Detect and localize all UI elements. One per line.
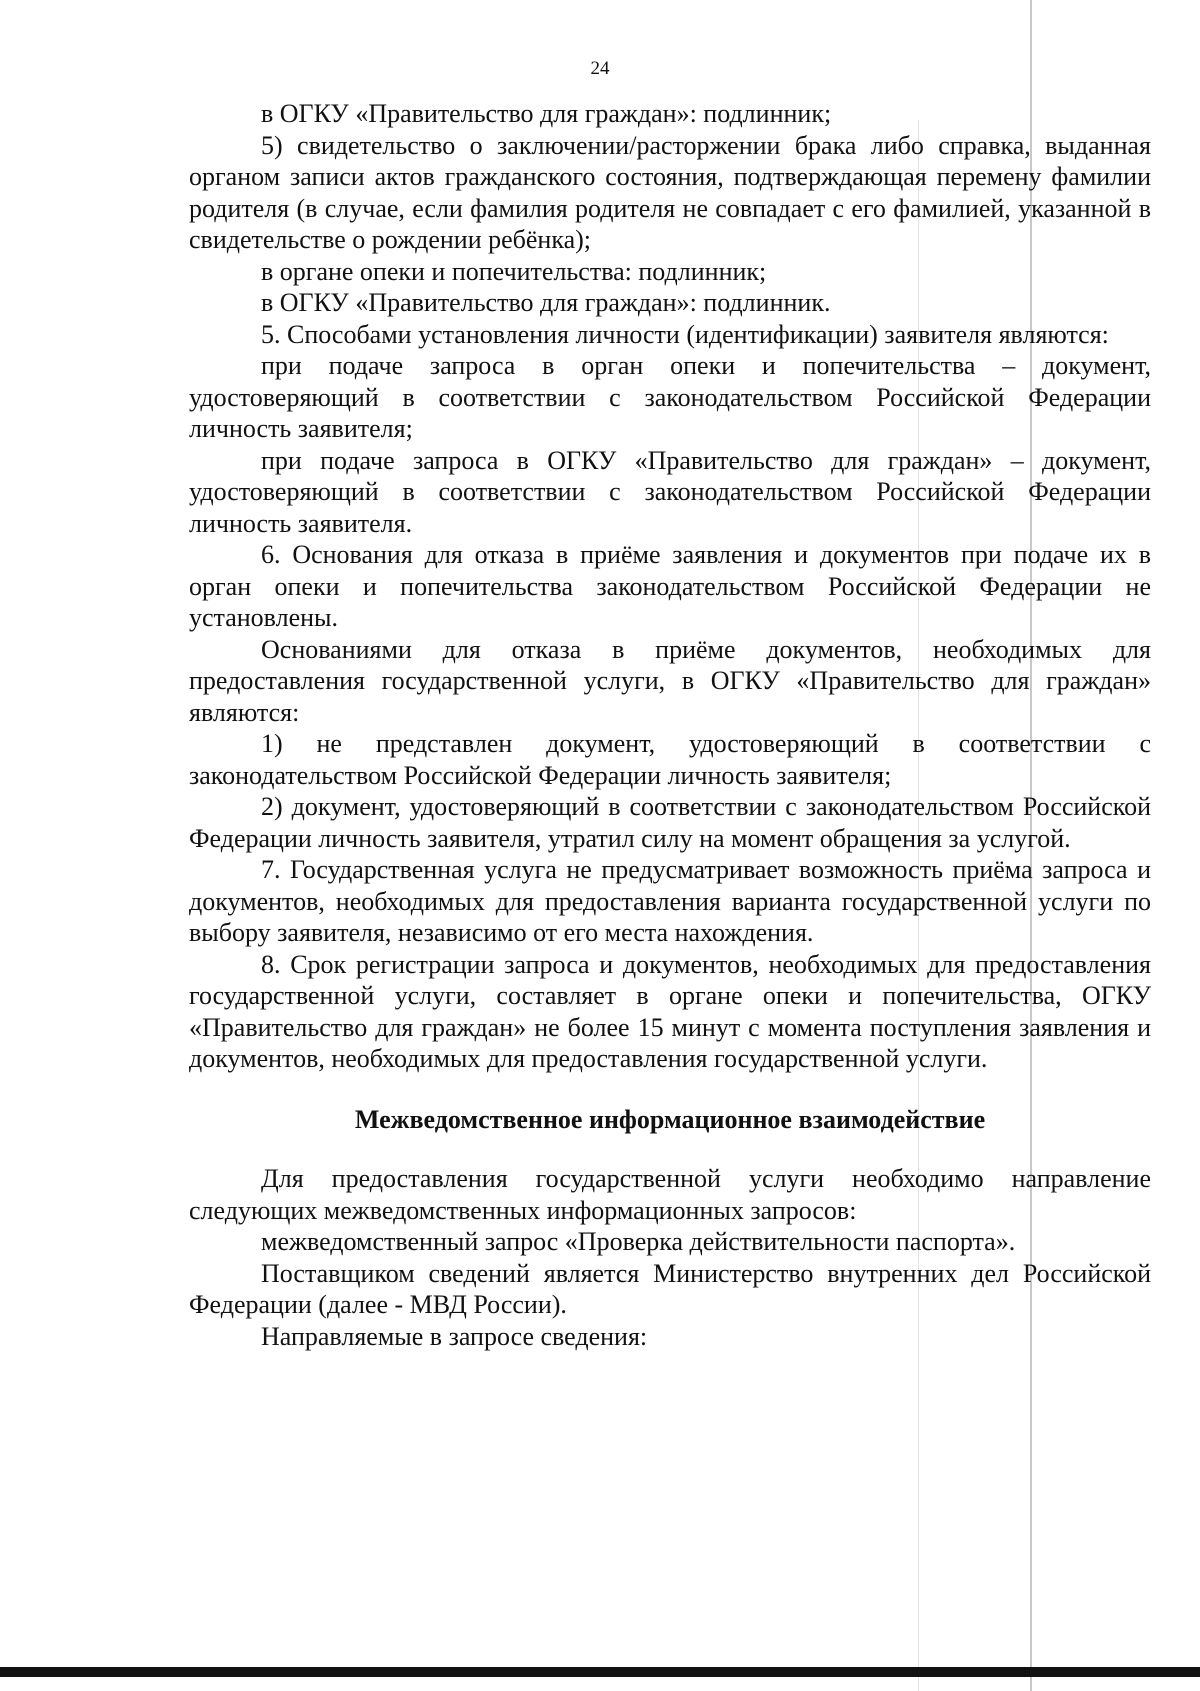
paragraph: при подаче запроса в орган опеки и попечительства – документ, удостоверяющий в соответствии с законодательством Российской Федерации личность заявителя;	[189, 351, 1151, 443]
paragraph: Для предоставления государственной услуги необходимо направление следующих межведомственных информационных запросов:	[189, 1164, 1151, 1225]
paragraph: в ОГКУ «Правительство для граждан»: подлинник;	[261, 99, 832, 128]
page-number: 24	[590, 58, 610, 79]
paragraph: при подаче запроса в ОГКУ «Правительство для граждан» – документ, удостоверяющий в соответствии с законодательством Российской Федерации личность заявителя.	[189, 445, 1151, 538]
paragraph: в органе опеки и попечительства: подлинник;	[261, 256, 767, 286]
paragraph: 1) не представлен документ, удостоверяющий в соответствии с законодательством Российской Федерации личность заявителя;	[189, 729, 1151, 790]
paragraph: 2) документ, удостоверяющий в соответствии с законодательством Российской Федерации личность заявителя, утратил силу на момент обращения за услугой.	[189, 792, 1151, 853]
paragraph: 5. Способами установления личности (идентификации) заявителя являются:	[261, 319, 1109, 349]
paragraph: 7. Государственная услуга не предусматривает возможность приёма запроса и документов, необходимых для предоставления варианта государственной услуги по выбору заявителя, независимо от его места нахождения.	[189, 855, 1151, 947]
paragraph: Направляемые в запросе сведения:	[261, 1321, 648, 1351]
paragraph: 5) свидетельство о заключении/расторжении брака либо справка, выданная органом записи актов гражданского состояния, подтверждающая перемену фамилии родителя (в случае, если фамилия родителя не совпадает с его фамилией, указанной в свидетельстве о рождении ребёнка);	[189, 130, 1151, 254]
section-heading: Межведомственное информационное взаимодействие	[354, 1104, 986, 1134]
document-body	[189, 98, 1151, 1352]
paragraph: 8. Срок регистрации запроса и документов, необходимых для предоставления государственной услуги, составляет в органе опеки и попечительства, ОГКУ «Правительство для граждан» не более 15 минут с момента поступления заявления и документов, необходимых для предоставления государственной услуги.	[189, 949, 1151, 1073]
paragraph: 6. Основания для отказа в приёме заявления и документов при подаче их в орган опеки и попечительства законодательством Российской Федерации не установлены.	[189, 540, 1151, 632]
paragraph: Основаниями для отказа в приёме документов, необходимых для предоставления государственной услуги, в ОГКУ «Правительство для граждан» являются:	[189, 634, 1151, 727]
paragraph: Поставщиком сведений является Министерство внутренних дел Российской Федерации (далее - МВД России).	[189, 1258, 1151, 1319]
paragraph: в ОГКУ «Правительство для граждан»: подлинник.	[261, 288, 831, 317]
scan-bottom-border	[0, 1667, 1200, 1677]
paragraph: межведомственный запрос «Проверка действительности паспорта».	[261, 1227, 1016, 1256]
